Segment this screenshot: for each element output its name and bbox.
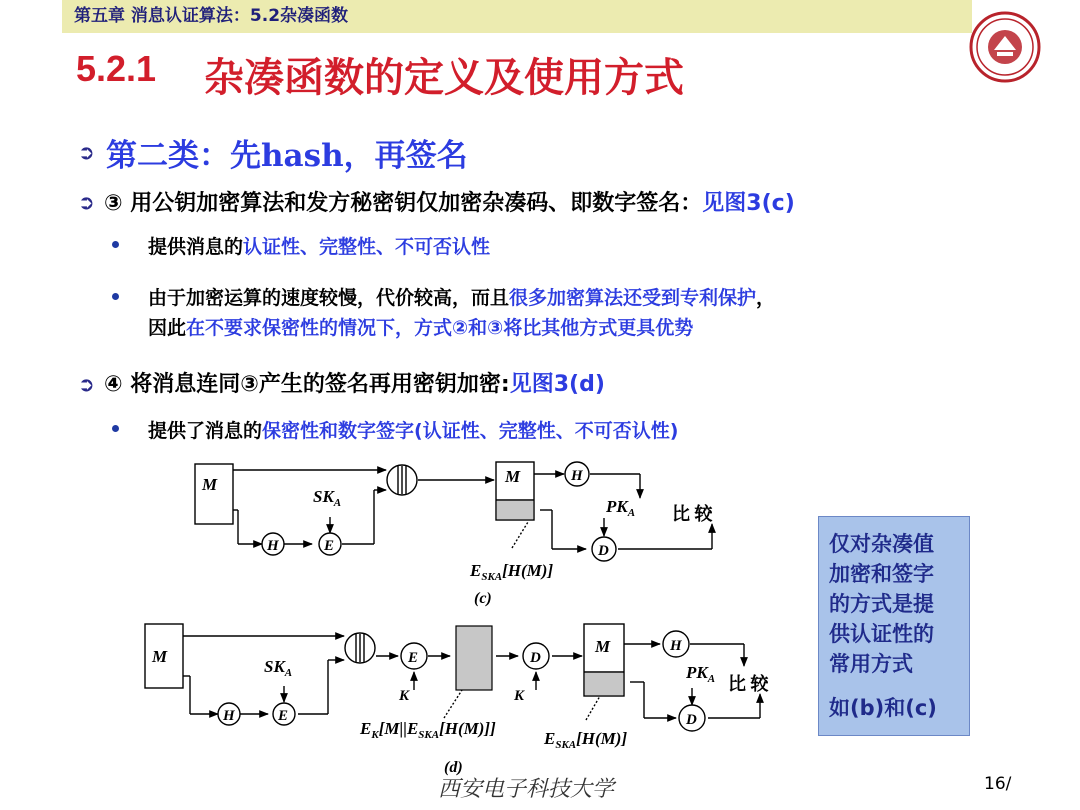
diagram-c-compare-label: 比 较 <box>672 504 713 524</box>
diagram-d-enc-label <box>359 719 496 741</box>
item3-bullet2-text2: 因此 <box>148 317 187 339</box>
item3-text: ③ 用公钥加密算法和发方秘密钥仅加密杂凑码、即数字签名： <box>104 191 703 216</box>
diagram-c-m-label: M <box>202 475 218 494</box>
diagram-d-sk-sub: A <box>284 667 293 679</box>
callout-line: 常用方式 <box>829 652 913 676</box>
diagram-c-e-label: E <box>324 538 335 554</box>
diagram-c-sig-arg: [H(M)] <box>502 561 554 580</box>
diagram-c-sig-sub: SKA <box>481 571 503 583</box>
page-number: 16/ <box>984 774 1012 794</box>
diagram-d-sk-label <box>264 657 292 679</box>
bullet-arrow-icon: ➲ <box>78 190 95 214</box>
diagram-c-sk-label <box>313 487 341 509</box>
diagram-d-pk-text: PK <box>686 663 708 682</box>
diagram-c-sk-sub: A <box>333 497 342 509</box>
diagram-d-enc-sub2: SKA <box>418 729 440 741</box>
diagram-d-encrypted-block <box>456 626 492 690</box>
diagram-c-pk-label <box>605 497 635 519</box>
diagram-d-compare-label: 比 较 <box>728 674 769 694</box>
section-heading: 第二类：先hash，再签名 <box>106 138 468 174</box>
title-number: 5.2.1 <box>76 48 157 89</box>
diagram-d-sig-sub: SKA <box>555 739 577 751</box>
diagram-d-e2-label: E <box>408 650 419 666</box>
diagram-c-message-box <box>195 464 233 524</box>
diagram-c-sig-label <box>469 561 553 583</box>
diagram-d-d2-label: D <box>686 712 697 728</box>
item4-bullet1-highlight: 保密性和数字签字(认证性、完整性、不可否认性) <box>262 420 679 442</box>
diagram-c-h-label: H <box>267 538 279 554</box>
diagram-d-k2-label: K <box>514 688 525 704</box>
diagram-d-signature-block <box>585 673 623 695</box>
diagram-d-k-label: K <box>399 688 410 704</box>
diagram-d-caption: (d) <box>444 759 463 776</box>
diagram-d-e-label: E <box>278 708 289 724</box>
chapter-bar: 第五章 消息认证算法：5.2杂凑函数 <box>62 0 972 33</box>
item4-figure-link[interactable]: 见图3(d) <box>509 372 605 397</box>
diagram-d-m-label: M <box>152 647 168 666</box>
diagram-d-sig-label <box>543 729 627 751</box>
diagram-d-enc-arg1: [M||E <box>378 719 419 738</box>
diagram-c-sk-text: SK <box>313 487 334 506</box>
diagram-d-enc-sub: K <box>371 729 379 741</box>
item4-bullet1-text: 提供了消息的 <box>148 420 263 442</box>
callout-last-line: 如(b)和(c) <box>829 696 937 720</box>
diagram-d-sig-e: E <box>544 729 556 748</box>
diagram-c-signature-block <box>497 501 533 519</box>
bullet-arrow-icon: ➲ <box>78 372 95 396</box>
diagram-c-d-label: D <box>598 543 609 559</box>
callout-line: 加密和签字 <box>829 562 934 586</box>
university-logo-text: 西安电子科技大学 <box>438 777 615 802</box>
diagram-c-pk-text: PK <box>606 497 628 516</box>
diagram-c-caption: (c) <box>474 590 492 607</box>
callout-line: 的方式是提 <box>829 592 934 616</box>
diagram-d-pk-sub: A <box>707 673 716 685</box>
diagram-d-m2-label: M <box>595 637 611 656</box>
diagram-d-sk-text: SK <box>264 657 285 676</box>
bullet-arrow-icon: ➲ <box>78 140 95 164</box>
item3-bullet2-highlight: 很多加密算法还受到专利保护 <box>509 287 757 309</box>
callout-box <box>818 516 970 736</box>
page-title: 杂凑函数的定义及使用方式 <box>204 54 684 101</box>
diagram-d-enc-arg2: [H(M)]] <box>439 719 496 738</box>
item3-bullet1-highlight: 认证性、完整性、不可否认性 <box>243 236 491 258</box>
item3-bullet2-text: 由于加密运算的速度较慢，代价较高，而且 <box>148 287 510 309</box>
diagram-d-d-label: D <box>530 650 541 666</box>
diagram-d-enc-e: E <box>360 719 372 738</box>
callout-line: 供认证性的 <box>829 622 934 646</box>
concat-icon <box>345 633 375 663</box>
diagram-d-pk-label <box>685 663 715 685</box>
item3-bullet2-comma: ， <box>756 287 776 309</box>
item4-text: ④ 将消息连同③产生的签名再用密钥加密: <box>104 372 510 397</box>
diagram-c-pk-sub: A <box>627 507 636 519</box>
callout-line: 仅对杂凑值 <box>829 532 934 556</box>
diagram-c-h2-label: H <box>571 468 583 484</box>
concat-icon <box>387 465 417 495</box>
diagram-d-sig-arg: [H(M)] <box>576 729 628 748</box>
item3-bullet2-highlight2: 在不要求保密性的情况下，方式②和③将比其他方式更具优势 <box>186 317 694 339</box>
diagram-c-m2-label: M <box>505 467 521 486</box>
item3-bullet1-text: 提供消息的 <box>148 236 244 258</box>
diagram-d-h2-label: H <box>670 638 682 654</box>
diagram-d-h-label: H <box>223 708 235 724</box>
item3-figure-link[interactable]: 见图3(c) <box>702 191 795 216</box>
diagram-c-sig-e: E <box>470 561 482 580</box>
